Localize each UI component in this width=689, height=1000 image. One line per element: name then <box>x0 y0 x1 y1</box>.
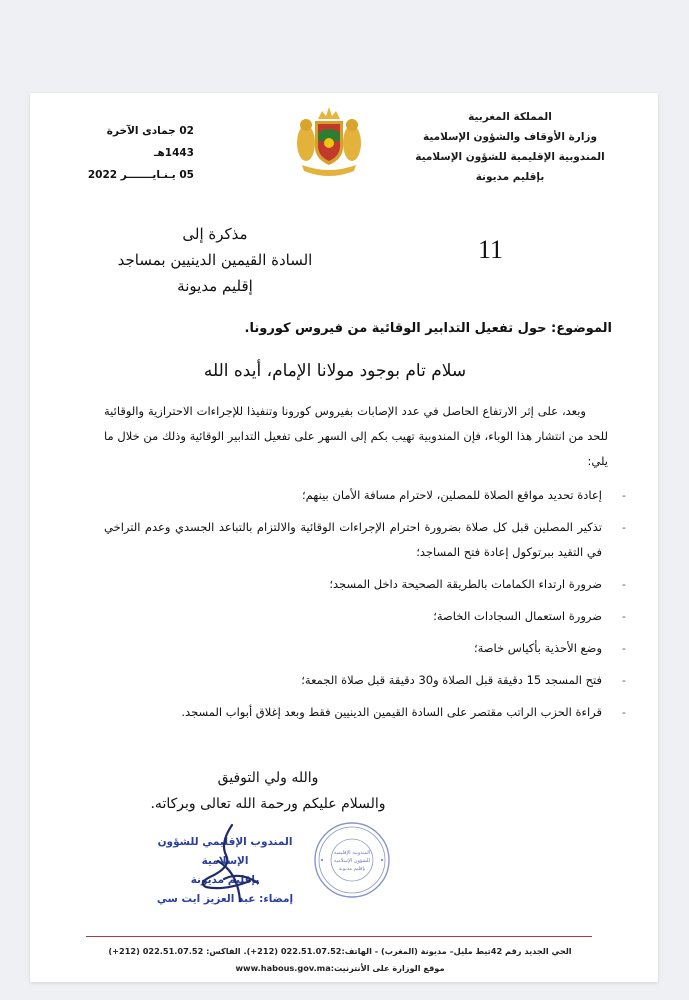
closing-line-tawfiq: والله ولي التوفيق <box>217 770 319 786</box>
gregorian-date: 05 يـنـايـــــــر 2022 <box>87 169 194 181</box>
footer-divider <box>86 936 592 937</box>
moroccan-coat-of-arms-icon <box>294 103 364 181</box>
header-line-province: بإقليم مديونة <box>475 171 545 183</box>
signatory-name: إمضاء: عبد العزيز ايت سي <box>156 893 294 905</box>
bullet-dash: - <box>622 610 626 623</box>
hijri-date: 02 جمادى الآخرة 1443هـ <box>106 125 194 159</box>
bullet-dash: - <box>622 674 626 687</box>
measures-list <box>104 483 628 732</box>
header-line-delegation: المندوبية الإقليمية للشؤون الإسلامية <box>415 151 605 163</box>
addressee-province: إقليم مديونة <box>177 277 253 295</box>
measure-text: فتح المسجد 15 دقيقة قبل الصلاة و30 دقيقة قبل صلاة الجمعة؛ <box>301 673 602 687</box>
addressee-line: السادة القيمين الدينيين بمساجد <box>117 251 313 269</box>
bullet-dash: - <box>622 706 626 719</box>
list-item <box>104 604 628 629</box>
header-line-kingdom: المملكة المغربية <box>468 111 552 123</box>
intro-paragraph-text: وبعد، على إثر الارتفاع الحاصل في عدد الإصابات بفيروس كورونا وتنفيذا للإجراءات الاحترازية والوقائية للحد من انتشار هذا الوباء، فإن المندوبية تهيب بكم إلى السهر على تفعيل التدابير الوقائية وذلك من خلال ما يلي: <box>104 404 608 468</box>
stamp-line-1: المندوبية الإقليمية <box>333 850 371 856</box>
measure-text: تذكير المصلين قبل كل صلاة بضرورة احترام الإجراءات الوقائية والالتزام بالتباعد الجسدي وعدم التراخي في التقيد ببرتوكول إعادة فتح المساجد؛ <box>104 520 602 559</box>
bullet-dash: - <box>622 578 626 591</box>
footer-address: الحي الجديد رقم 42تيط مليل– مديونة (المغرب) - الهاتف:022.51.07.52 (212+). الفاكس: 022.51.07.52 (212+) <box>108 946 572 956</box>
list-item <box>104 572 628 597</box>
closing-line-salam: والسلام عليكم ورحمة الله تعالى وبركاته. <box>150 796 386 812</box>
header-line-ministry: وزارة الأوقاف والشؤون الإسلامية <box>422 131 598 143</box>
list-item <box>104 700 628 725</box>
measure-text: قراءة الحزب الراتب مقتصر على السادة القيمين الدينيين فقط وبعد إغلاق أبواب المسجد. <box>181 705 602 719</box>
measure-text: وضع الأحذية بأكياس خاصة؛ <box>473 641 602 655</box>
reference-number: 11 <box>478 235 504 264</box>
greeting: سلام تام بوجود مولانا الإمام، أيده الله <box>203 361 467 381</box>
intro-paragraph <box>104 399 608 474</box>
handwritten-signature-icon <box>180 821 280 911</box>
stamp-line-2: للشؤون الإسلامية <box>333 858 371 864</box>
signatory-title: المندوب الإقليمي للشؤون الإسلامية <box>157 836 293 867</box>
bullet-dash: - <box>622 642 626 655</box>
footer <box>90 943 590 977</box>
ministry-header <box>410 107 610 187</box>
signatory-province: بإقليم مديونة <box>190 874 260 886</box>
closing-block <box>138 765 398 817</box>
measure-text: إعادة تحديد مواقع الصلاة للمصلين، لاحترام مسافة الأمان بينهم؛ <box>302 488 602 502</box>
bullet-dash: - <box>622 521 626 534</box>
date-block <box>74 120 194 186</box>
measure-text: ضرورة استعمال السجادات الخاصة؛ <box>433 609 602 623</box>
subject-line: الموضوع: حول تفعيل التدابير الوقائية من فيروس كورونا. <box>244 321 612 336</box>
footer-website: موقع الوزارة على الأنترنيت:www.habous.gov.ma <box>235 963 445 973</box>
memo-to-label: مذكرة إلى <box>182 225 248 243</box>
list-item <box>104 515 628 565</box>
list-item <box>104 668 628 693</box>
stamp-line-3: بإقليم مديونة <box>338 866 366 872</box>
addressee-block <box>100 221 330 299</box>
list-item <box>104 636 628 661</box>
measure-text: ضرورة ارتداء الكمامات بالطريقة الصحيحة داخل المسجد؛ <box>329 577 602 591</box>
memo-page <box>30 93 658 982</box>
bullet-dash: - <box>622 489 626 502</box>
list-item <box>104 483 628 508</box>
official-round-stamp-icon <box>312 820 392 900</box>
